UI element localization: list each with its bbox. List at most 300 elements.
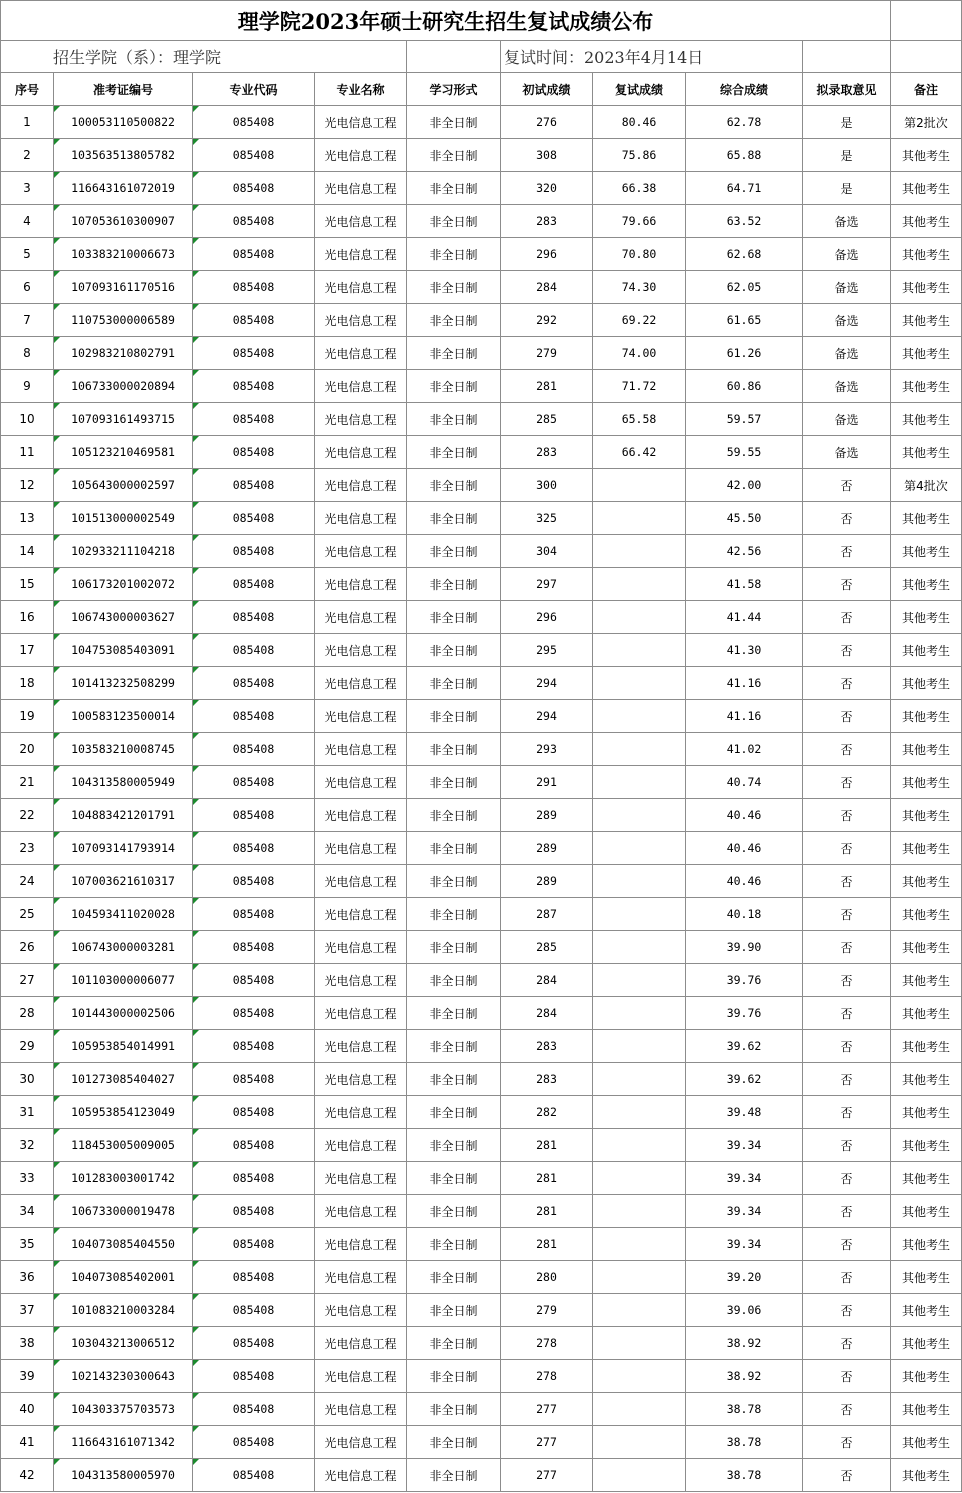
table-row xyxy=(1,469,962,502)
seq-cell: 29 xyxy=(1,1030,54,1063)
seq-cell: 17 xyxy=(1,634,54,667)
prelim-score-cell: 291 xyxy=(501,766,593,799)
major-code-cell: 085408 xyxy=(193,106,315,139)
major-name-cell: 光电信息工程 xyxy=(315,172,407,205)
study-mode-cell: 非全日制 xyxy=(407,997,501,1030)
major-name-cell: 光电信息工程 xyxy=(315,304,407,337)
ticket-number-cell: 100053110500822 xyxy=(54,106,193,139)
remark-cell: 其他考生 xyxy=(891,1459,962,1492)
ticket-number-cell: 101283003001742 xyxy=(54,1162,193,1195)
table-row xyxy=(1,1030,962,1063)
major-code-cell: 085408 xyxy=(193,1393,315,1426)
prelim-score-cell: 297 xyxy=(501,568,593,601)
major-name-cell: 光电信息工程 xyxy=(315,601,407,634)
seq-cell: 40 xyxy=(1,1393,54,1426)
admission-cell: 否 xyxy=(803,865,891,898)
study-mode-cell: 非全日制 xyxy=(407,535,501,568)
interview-score-cell xyxy=(593,1228,686,1261)
prelim-score-cell: 287 xyxy=(501,898,593,931)
remark-cell: 其他考生 xyxy=(891,436,962,469)
admission-cell: 否 xyxy=(803,766,891,799)
interview-score-cell: 66.42 xyxy=(593,436,686,469)
major-name-cell: 光电信息工程 xyxy=(315,238,407,271)
interview-score-cell xyxy=(593,931,686,964)
college-label: 招生学院（系）：理学院 xyxy=(1,41,407,73)
study-mode-cell: 非全日制 xyxy=(407,1063,501,1096)
table-row xyxy=(1,238,962,271)
prelim-score-cell: 281 xyxy=(501,1228,593,1261)
prelim-score-cell: 284 xyxy=(501,997,593,1030)
ticket-number-cell: 107093161170516 xyxy=(54,271,193,304)
seq-cell: 26 xyxy=(1,931,54,964)
study-mode-cell: 非全日制 xyxy=(407,1327,501,1360)
title-empty-cell xyxy=(891,1,962,41)
meta-empty-cell xyxy=(803,41,891,73)
remark-cell: 其他考生 xyxy=(891,337,962,370)
remark-cell: 其他考生 xyxy=(891,535,962,568)
prelim-score-cell: 284 xyxy=(501,964,593,997)
total-score-cell: 62.78 xyxy=(686,106,803,139)
table-row xyxy=(1,106,962,139)
admission-cell: 是 xyxy=(803,172,891,205)
major-name-cell: 光电信息工程 xyxy=(315,436,407,469)
table-row xyxy=(1,139,962,172)
study-mode-cell: 非全日制 xyxy=(407,403,501,436)
study-mode-cell: 非全日制 xyxy=(407,601,501,634)
interview-score-cell xyxy=(593,799,686,832)
table-row xyxy=(1,997,962,1030)
major-name-cell: 光电信息工程 xyxy=(315,205,407,238)
major-code-cell: 085408 xyxy=(193,1030,315,1063)
admission-cell: 否 xyxy=(803,964,891,997)
major-code-cell: 085408 xyxy=(193,403,315,436)
study-mode-cell: 非全日制 xyxy=(407,1360,501,1393)
remark-cell: 其他考生 xyxy=(891,1030,962,1063)
study-mode-cell: 非全日制 xyxy=(407,898,501,931)
col-remark-header: 备注 xyxy=(891,73,962,106)
interview-score-cell xyxy=(593,1063,686,1096)
major-code-cell: 085408 xyxy=(193,436,315,469)
study-mode-cell: 非全日制 xyxy=(407,469,501,502)
table-row xyxy=(1,634,962,667)
major-name-cell: 光电信息工程 xyxy=(315,1228,407,1261)
prelim-score-cell: 296 xyxy=(501,601,593,634)
major-name-cell: 光电信息工程 xyxy=(315,1393,407,1426)
remark-cell: 其他考生 xyxy=(891,304,962,337)
remark-cell: 其他考生 xyxy=(891,1426,962,1459)
admission-cell: 否 xyxy=(803,502,891,535)
remark-cell: 其他考生 xyxy=(891,1228,962,1261)
study-mode-cell: 非全日制 xyxy=(407,964,501,997)
prelim-score-cell: 281 xyxy=(501,1129,593,1162)
study-mode-cell: 非全日制 xyxy=(407,502,501,535)
total-score-cell: 64.71 xyxy=(686,172,803,205)
major-code-cell: 085408 xyxy=(193,799,315,832)
seq-cell: 12 xyxy=(1,469,54,502)
admission-cell: 否 xyxy=(803,1096,891,1129)
interview-score-cell xyxy=(593,601,686,634)
major-code-cell: 085408 xyxy=(193,1327,315,1360)
study-mode-cell: 非全日制 xyxy=(407,766,501,799)
table-row xyxy=(1,502,962,535)
major-code-cell: 085408 xyxy=(193,535,315,568)
remark-cell: 其他考生 xyxy=(891,1129,962,1162)
major-code-cell: 085408 xyxy=(193,502,315,535)
prelim-score-cell: 285 xyxy=(501,403,593,436)
major-code-cell: 085408 xyxy=(193,1459,315,1492)
seq-cell: 34 xyxy=(1,1195,54,1228)
ticket-number-cell: 104753085403091 xyxy=(54,634,193,667)
table-row xyxy=(1,403,962,436)
remark-cell: 其他考生 xyxy=(891,832,962,865)
ticket-number-cell: 105953854123049 xyxy=(54,1096,193,1129)
interview-score-cell xyxy=(593,1327,686,1360)
table-row xyxy=(1,1228,962,1261)
prelim-score-cell: 281 xyxy=(501,1195,593,1228)
total-score-cell: 39.62 xyxy=(686,1030,803,1063)
major-code-cell: 085408 xyxy=(193,832,315,865)
table-row xyxy=(1,1360,962,1393)
total-score-cell: 41.44 xyxy=(686,601,803,634)
total-score-cell: 41.02 xyxy=(686,733,803,766)
table-row xyxy=(1,370,962,403)
remark-cell: 其他考生 xyxy=(891,139,962,172)
total-score-cell: 61.26 xyxy=(686,337,803,370)
table-row xyxy=(1,1393,962,1426)
study-mode-cell: 非全日制 xyxy=(407,634,501,667)
seq-cell: 25 xyxy=(1,898,54,931)
prelim-score-cell: 283 xyxy=(501,205,593,238)
remark-cell: 其他考生 xyxy=(891,1063,962,1096)
total-score-cell: 59.57 xyxy=(686,403,803,436)
study-mode-cell: 非全日制 xyxy=(407,1195,501,1228)
remark-cell: 其他考生 xyxy=(891,1195,962,1228)
prelim-score-cell: 294 xyxy=(501,667,593,700)
total-score-cell: 40.46 xyxy=(686,832,803,865)
major-name-cell: 光电信息工程 xyxy=(315,766,407,799)
total-score-cell: 39.76 xyxy=(686,997,803,1030)
admission-cell: 备选 xyxy=(803,238,891,271)
prelim-score-cell: 300 xyxy=(501,469,593,502)
ticket-number-cell: 104883421201791 xyxy=(54,799,193,832)
major-name-cell: 光电信息工程 xyxy=(315,106,407,139)
seq-cell: 35 xyxy=(1,1228,54,1261)
major-code-cell: 085408 xyxy=(193,601,315,634)
col-major-code-header: 专业代码 xyxy=(193,73,315,106)
remark-cell: 其他考生 xyxy=(891,1360,962,1393)
ticket-number-cell: 102983210802791 xyxy=(54,337,193,370)
table-row xyxy=(1,832,962,865)
major-code-cell: 085408 xyxy=(193,1261,315,1294)
admission-cell: 否 xyxy=(803,634,891,667)
admission-cell: 否 xyxy=(803,1228,891,1261)
interview-score-cell xyxy=(593,502,686,535)
major-name-cell: 光电信息工程 xyxy=(315,931,407,964)
total-score-cell: 63.52 xyxy=(686,205,803,238)
prelim-score-cell: 277 xyxy=(501,1426,593,1459)
seq-cell: 6 xyxy=(1,271,54,304)
major-name-cell: 光电信息工程 xyxy=(315,1129,407,1162)
total-score-cell: 39.76 xyxy=(686,964,803,997)
prelim-score-cell: 277 xyxy=(501,1393,593,1426)
major-code-cell: 085408 xyxy=(193,172,315,205)
admission-cell: 否 xyxy=(803,1195,891,1228)
table-row xyxy=(1,172,962,205)
study-mode-cell: 非全日制 xyxy=(407,1228,501,1261)
interview-score-cell xyxy=(593,1459,686,1492)
seq-cell: 30 xyxy=(1,1063,54,1096)
seq-cell: 38 xyxy=(1,1327,54,1360)
admission-cell: 是 xyxy=(803,106,891,139)
seq-cell: 28 xyxy=(1,997,54,1030)
ticket-number-cell: 106733000020894 xyxy=(54,370,193,403)
study-mode-cell: 非全日制 xyxy=(407,931,501,964)
remark-cell: 其他考生 xyxy=(891,865,962,898)
ticket-number-cell: 118453005009005 xyxy=(54,1129,193,1162)
table-row xyxy=(1,1426,962,1459)
interview-score-cell: 66.38 xyxy=(593,172,686,205)
seq-cell: 18 xyxy=(1,667,54,700)
remark-cell: 其他考生 xyxy=(891,568,962,601)
admission-cell: 否 xyxy=(803,1129,891,1162)
prelim-score-cell: 280 xyxy=(501,1261,593,1294)
major-code-cell: 085408 xyxy=(193,139,315,172)
admission-cell: 备选 xyxy=(803,304,891,337)
ticket-number-cell: 107093141793914 xyxy=(54,832,193,865)
seq-cell: 14 xyxy=(1,535,54,568)
admission-cell: 否 xyxy=(803,832,891,865)
prelim-score-cell: 279 xyxy=(501,1294,593,1327)
seq-cell: 3 xyxy=(1,172,54,205)
seq-cell: 16 xyxy=(1,601,54,634)
total-score-cell: 41.58 xyxy=(686,568,803,601)
interview-score-cell xyxy=(593,832,686,865)
admission-cell: 是 xyxy=(803,139,891,172)
prelim-score-cell: 278 xyxy=(501,1360,593,1393)
study-mode-cell: 非全日制 xyxy=(407,1162,501,1195)
major-name-cell: 光电信息工程 xyxy=(315,469,407,502)
major-name-cell: 光电信息工程 xyxy=(315,1030,407,1063)
total-score-cell: 62.05 xyxy=(686,271,803,304)
seq-cell: 21 xyxy=(1,766,54,799)
study-mode-cell: 非全日制 xyxy=(407,139,501,172)
table-row xyxy=(1,799,962,832)
total-score-cell: 65.88 xyxy=(686,139,803,172)
ticket-number-cell: 106733000019478 xyxy=(54,1195,193,1228)
study-mode-cell: 非全日制 xyxy=(407,1294,501,1327)
major-name-cell: 光电信息工程 xyxy=(315,1327,407,1360)
ticket-number-cell: 104593411020028 xyxy=(54,898,193,931)
ticket-number-cell: 107093161493715 xyxy=(54,403,193,436)
ticket-number-cell: 101413232508299 xyxy=(54,667,193,700)
ticket-number-cell: 101103000006077 xyxy=(54,964,193,997)
seq-cell: 8 xyxy=(1,337,54,370)
ticket-number-cell: 104073085404550 xyxy=(54,1228,193,1261)
seq-cell: 24 xyxy=(1,865,54,898)
ticket-number-cell: 110753000006589 xyxy=(54,304,193,337)
study-mode-cell: 非全日制 xyxy=(407,733,501,766)
remark-cell: 其他考生 xyxy=(891,1096,962,1129)
admission-cell: 否 xyxy=(803,667,891,700)
major-name-cell: 光电信息工程 xyxy=(315,403,407,436)
major-code-cell: 085408 xyxy=(193,337,315,370)
ticket-number-cell: 101443000002506 xyxy=(54,997,193,1030)
seq-cell: 15 xyxy=(1,568,54,601)
admission-cell: 否 xyxy=(803,568,891,601)
interview-score-cell xyxy=(593,667,686,700)
major-name-cell: 光电信息工程 xyxy=(315,502,407,535)
admission-cell: 否 xyxy=(803,799,891,832)
ticket-number-cell: 107003621610317 xyxy=(54,865,193,898)
study-mode-cell: 非全日制 xyxy=(407,1459,501,1492)
prelim-score-cell: 283 xyxy=(501,1030,593,1063)
table-row xyxy=(1,1327,962,1360)
prelim-score-cell: 285 xyxy=(501,931,593,964)
ticket-number-cell: 104313580005970 xyxy=(54,1459,193,1492)
ticket-number-cell: 103583210008745 xyxy=(54,733,193,766)
major-code-cell: 085408 xyxy=(193,997,315,1030)
remark-cell: 其他考生 xyxy=(891,1393,962,1426)
table-row xyxy=(1,766,962,799)
admission-cell: 备选 xyxy=(803,436,891,469)
total-score-cell: 45.50 xyxy=(686,502,803,535)
table-row xyxy=(1,271,962,304)
interview-score-cell xyxy=(593,766,686,799)
prelim-score-cell: 289 xyxy=(501,799,593,832)
major-code-cell: 085408 xyxy=(193,238,315,271)
total-score-cell: 39.62 xyxy=(686,1063,803,1096)
major-code-cell: 085408 xyxy=(193,700,315,733)
major-name-cell: 光电信息工程 xyxy=(315,799,407,832)
prelim-score-cell: 289 xyxy=(501,865,593,898)
study-mode-cell: 非全日制 xyxy=(407,667,501,700)
remark-cell: 其他考生 xyxy=(891,1261,962,1294)
major-name-cell: 光电信息工程 xyxy=(315,898,407,931)
seq-cell: 10 xyxy=(1,403,54,436)
total-score-cell: 39.06 xyxy=(686,1294,803,1327)
table-row xyxy=(1,1261,962,1294)
major-code-cell: 085408 xyxy=(193,634,315,667)
total-score-cell: 39.34 xyxy=(686,1162,803,1195)
table-row xyxy=(1,1294,962,1327)
remark-cell: 其他考生 xyxy=(891,1294,962,1327)
seq-cell: 32 xyxy=(1,1129,54,1162)
interview-score-cell xyxy=(593,898,686,931)
table-row xyxy=(1,931,962,964)
major-name-cell: 光电信息工程 xyxy=(315,634,407,667)
total-score-cell: 41.30 xyxy=(686,634,803,667)
seq-cell: 19 xyxy=(1,700,54,733)
seq-cell: 5 xyxy=(1,238,54,271)
ticket-number-cell: 106743000003627 xyxy=(54,601,193,634)
major-name-cell: 光电信息工程 xyxy=(315,667,407,700)
study-mode-cell: 非全日制 xyxy=(407,1426,501,1459)
remark-cell: 其他考生 xyxy=(891,733,962,766)
prelim-score-cell: 292 xyxy=(501,304,593,337)
major-code-cell: 085408 xyxy=(193,865,315,898)
ticket-number-cell: 105643000002597 xyxy=(54,469,193,502)
table-row xyxy=(1,964,962,997)
table-row xyxy=(1,1195,962,1228)
study-mode-cell: 非全日制 xyxy=(407,436,501,469)
prelim-score-cell: 304 xyxy=(501,535,593,568)
interview-score-cell xyxy=(593,1129,686,1162)
study-mode-cell: 非全日制 xyxy=(407,1096,501,1129)
major-name-cell: 光电信息工程 xyxy=(315,1294,407,1327)
total-score-cell: 62.68 xyxy=(686,238,803,271)
table-row xyxy=(1,1063,962,1096)
col-study-mode-header: 学习形式 xyxy=(407,73,501,106)
seq-cell: 31 xyxy=(1,1096,54,1129)
study-mode-cell: 非全日制 xyxy=(407,337,501,370)
study-mode-cell: 非全日制 xyxy=(407,799,501,832)
total-score-cell: 59.55 xyxy=(686,436,803,469)
seq-cell: 1 xyxy=(1,106,54,139)
remark-cell: 其他考生 xyxy=(891,799,962,832)
interview-score-cell: 74.30 xyxy=(593,271,686,304)
remark-cell: 其他考生 xyxy=(891,634,962,667)
major-name-cell: 光电信息工程 xyxy=(315,535,407,568)
table-row xyxy=(1,337,962,370)
major-name-cell: 光电信息工程 xyxy=(315,370,407,403)
study-mode-cell: 非全日制 xyxy=(407,865,501,898)
total-score-cell: 38.78 xyxy=(686,1426,803,1459)
interview-score-cell xyxy=(593,997,686,1030)
remark-cell: 其他考生 xyxy=(891,997,962,1030)
interview-score-cell xyxy=(593,568,686,601)
major-name-cell: 光电信息工程 xyxy=(315,337,407,370)
major-code-cell: 085408 xyxy=(193,1294,315,1327)
seq-cell: 9 xyxy=(1,370,54,403)
major-code-cell: 085408 xyxy=(193,304,315,337)
prelim-score-cell: 325 xyxy=(501,502,593,535)
admission-cell: 否 xyxy=(803,931,891,964)
total-score-cell: 39.20 xyxy=(686,1261,803,1294)
total-score-cell: 39.34 xyxy=(686,1129,803,1162)
total-score-cell: 38.78 xyxy=(686,1393,803,1426)
interview-score-cell xyxy=(593,1294,686,1327)
ticket-number-cell: 105123210469581 xyxy=(54,436,193,469)
major-name-cell: 光电信息工程 xyxy=(315,997,407,1030)
ticket-number-cell: 104073085402001 xyxy=(54,1261,193,1294)
seq-cell: 4 xyxy=(1,205,54,238)
seq-cell: 11 xyxy=(1,436,54,469)
prelim-score-cell: 289 xyxy=(501,832,593,865)
ticket-number-cell: 101083210003284 xyxy=(54,1294,193,1327)
ticket-number-cell: 102933211104218 xyxy=(54,535,193,568)
remark-cell: 其他考生 xyxy=(891,898,962,931)
ticket-number-cell: 101273085404027 xyxy=(54,1063,193,1096)
interview-score-cell xyxy=(593,1360,686,1393)
table-row xyxy=(1,304,962,337)
interview-score-cell xyxy=(593,1261,686,1294)
major-name-cell: 光电信息工程 xyxy=(315,568,407,601)
total-score-cell: 41.16 xyxy=(686,700,803,733)
remark-cell: 其他考生 xyxy=(891,601,962,634)
remark-cell: 其他考生 xyxy=(891,403,962,436)
ticket-number-cell: 105953854014991 xyxy=(54,1030,193,1063)
major-code-cell: 085408 xyxy=(193,1129,315,1162)
table-row xyxy=(1,1096,962,1129)
prelim-score-cell: 279 xyxy=(501,337,593,370)
ticket-number-cell: 103043213006512 xyxy=(54,1327,193,1360)
total-score-cell: 39.34 xyxy=(686,1195,803,1228)
prelim-score-cell: 294 xyxy=(501,700,593,733)
admission-cell: 备选 xyxy=(803,271,891,304)
major-code-cell: 085408 xyxy=(193,1162,315,1195)
total-score-cell: 38.92 xyxy=(686,1327,803,1360)
table-row xyxy=(1,601,962,634)
